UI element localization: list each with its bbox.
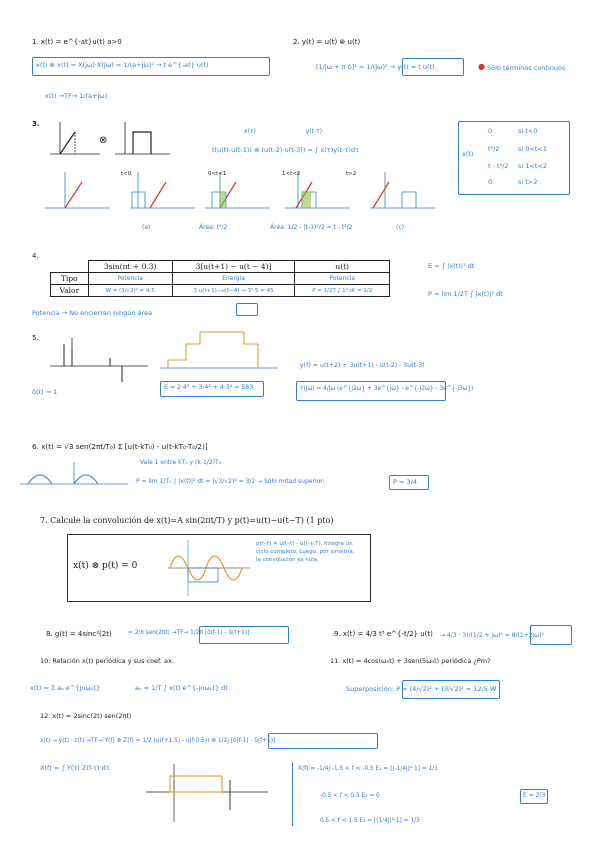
p3-label-1: Área: t²/2 bbox=[199, 224, 228, 231]
p3-interval-2: 1<t<2 bbox=[282, 171, 301, 177]
p6-statement: 6. x(t) = √3 sen(2πt/T₀) Σ [u(t-kT₀) - u(t-kT₀-T₀/2)] bbox=[32, 442, 208, 451]
p5-expr: y(t) = u(t+2) + 3u(t+1) - u(t-2) - 3u(t-3) bbox=[300, 362, 425, 369]
p12-line1: x(t) → y(t) · z(t) →TF→ Y(f) ⊗ Z(f) = 1/2 (u(f+1.5) - u(f-0.5)) ⊗ 1/2j [δ(f-1) - δ(f+1)] bbox=[40, 738, 276, 744]
p4-cell: W = (3/√2)² = 4.5 bbox=[88, 285, 172, 297]
bullet-icon: ● bbox=[478, 62, 485, 71]
p1-pair: x(t) →TF→ 1/(a+jω) bbox=[45, 92, 108, 100]
p1-result: x(t) ⊗ x(t) = X(jω)·X(jω) = 1/(a+jω)² → t e^{-at} u(t) bbox=[36, 61, 209, 69]
p3-steps-graph bbox=[40, 168, 440, 218]
p4-cell: Energía bbox=[172, 273, 295, 285]
p9-result: → 4/3 · 3!/(1/2 + jω)⁴ = 8/(1+2jω)⁴ bbox=[440, 632, 544, 639]
p4-energy: E = ∫ |x(t)|² dt bbox=[428, 262, 475, 270]
p3-label-2: Área: 1/2 - (t-1)²/2 = t - t²/2 bbox=[270, 224, 353, 231]
p4-row-label: Tipo bbox=[51, 273, 89, 285]
p4-header-2: 3[u(t+1) − u(t − 4)] bbox=[172, 261, 295, 273]
p3-interval-0: t<0 bbox=[121, 171, 132, 177]
p12-integral: X(f) = ∫ Y(τ) Z(f-τ) dτ bbox=[40, 764, 110, 772]
p11-result: Superposición: P = (4/√2)² + (3/√2)² = 12,5 W bbox=[346, 685, 497, 693]
p3-number: 3. bbox=[32, 120, 40, 128]
p4-cell: Potencia bbox=[295, 273, 390, 285]
p12-statement: 12. x(t) = 2sinc(2t) sen(2πt) bbox=[40, 712, 132, 720]
p5-result-l: δ(t) → 1 bbox=[32, 388, 58, 396]
p4-note: Potencia → No encierran ningún área bbox=[32, 309, 153, 317]
p5-energy: E = 2·4² + 3·4² + 4·3² = 583 bbox=[164, 384, 254, 391]
p5-step-graph bbox=[160, 326, 280, 376]
p12-z-box bbox=[268, 733, 378, 749]
p3-cases-title: x(t) bbox=[462, 150, 474, 158]
p2-answer-box bbox=[402, 58, 464, 76]
p3-interval-3: t>2 bbox=[346, 171, 357, 177]
p12-brace bbox=[292, 762, 297, 826]
p8-result: = 2/π sen(2πt) →TF→ 1/2π [δ(f-1) - δ(f+1)] bbox=[128, 630, 250, 636]
p2-statement: 2. y(t) = u(t) ⊗ u(t) bbox=[293, 38, 361, 46]
p4-table bbox=[50, 260, 390, 297]
p3-case-2: t - t²/2 si 1<t<2 bbox=[488, 162, 547, 170]
p12-spectrum-graph bbox=[140, 762, 270, 824]
p12-case-2: 0.5 < f < 1.5 E₃ = [(1/4j)²·1] = 1/3 bbox=[320, 818, 420, 824]
p5-impulses-graph bbox=[50, 336, 150, 388]
p3-interval-1: 0<t<1 bbox=[208, 171, 227, 177]
p10-statement: 10. Relación x(t) periódica y sus coef. ax. bbox=[40, 657, 174, 665]
p5-ft: Y(jω) = 4/jω (e^{j2ω} + 3e^{jω} - e^{-j2ω} - 3e^{-j3ω}) bbox=[300, 386, 474, 392]
p8-statement: 8. g(t) = 4sinc²(2t) bbox=[46, 630, 112, 638]
p12-total: E = 2/3 bbox=[523, 792, 546, 799]
p3-setup: x(τ) y(t-τ) bbox=[244, 128, 323, 135]
p6-answer: P = 3/4 bbox=[393, 478, 417, 486]
p4-cell: Potencia bbox=[88, 273, 172, 285]
p4-cell: P = 1/2T ∫ 1² dt = 1/2 bbox=[295, 285, 390, 297]
p5-number: 5. bbox=[32, 334, 39, 342]
p7-formula: x(t) ⊗ p(t) = 0 bbox=[73, 561, 138, 571]
p10-coef: aₙ = 1/T ∫ x(t) e^{-jnω₀t} dt bbox=[135, 684, 228, 692]
p7-sine-graph bbox=[168, 538, 252, 598]
p2-note: Sólo términos continuos bbox=[487, 64, 566, 72]
p9-answer-box bbox=[530, 625, 572, 645]
p11-statement: 11. x(t) = 4cos(ω₀t) + 3sen(5ω₀t) periódica ¿Pm? bbox=[330, 657, 491, 665]
p1-statement: 1. x(t) = e^{-at}u(t) a>0 bbox=[32, 38, 122, 46]
svg-text:⊗: ⊗ bbox=[99, 135, 108, 146]
p3-formula: t(u(t)-u(t-1)) ⊗ (u(t-2)-u(t-3)) = ∫ x(τ)y(t-τ)dτ bbox=[212, 146, 359, 154]
p6-signal-graph bbox=[20, 462, 130, 492]
p4-sketch-box bbox=[236, 303, 258, 316]
p3-case-0: 0 si t<0 bbox=[488, 127, 538, 135]
p7-note: p(t-τ) = u(t-τ) - u(t-τ-T). Integra un ciclo completo. Luego, por simetría, la convolución es nula. bbox=[256, 541, 355, 563]
p9-statement: 9. x(t) = 4/3 t³ e^{-t/2} u(t) bbox=[334, 630, 433, 638]
p2-result: [1/jω + π δ]² = 1/(jω)² → y(t) = t u(t) bbox=[316, 63, 435, 71]
p6-power: P = lim 1/T₀ ∫ |x(t)|² dt = (√3/√2)² = 3/2 → Sólo mitad superior: bbox=[136, 478, 325, 485]
p11-answer-box bbox=[402, 680, 500, 699]
p3-case-3: 0 si t>2 bbox=[488, 178, 538, 186]
p4-header-1: 3sin(πt + 0.3) bbox=[88, 261, 172, 273]
p4-power: P = lim 1/2T ∫ |x(t)|² dt bbox=[428, 290, 503, 298]
p12-case-0: X(f) = -1/4j -1.5 < f < -0.5 E₁ = [(-1/4j)²·1] = 1/3 bbox=[298, 766, 438, 772]
p7-statement: 7. Calcule la convolución de x(t)=A sin(2πt/T) y p(t)=u(t)−u(t−T) (1 pto) bbox=[40, 516, 334, 525]
p3-case-1: t²/2 si 0<t<1 bbox=[488, 145, 547, 153]
p4-header-3: u(t) bbox=[295, 261, 390, 273]
p3-label-3: (c) bbox=[396, 224, 404, 231]
p10-series: x(t) = Σ aₙ e^{jnω₀t} bbox=[30, 684, 101, 692]
p3-label-0: (a) bbox=[142, 224, 151, 231]
p3-signals-graph bbox=[45, 118, 185, 162]
p4-row-label: Valor bbox=[51, 285, 89, 297]
p12-case-1: -0.5 < f < 0.5 E₂ = 0 bbox=[320, 793, 380, 799]
p4-number: 4. bbox=[32, 252, 39, 260]
p6-note: Vale 1 entre kT₀ y (k-1/2)T₀ bbox=[140, 459, 222, 466]
p4-cell: 3 u(t+1)−u(t−4) → 3²·5 = 45 bbox=[172, 285, 295, 297]
p4-header-0 bbox=[51, 261, 89, 273]
